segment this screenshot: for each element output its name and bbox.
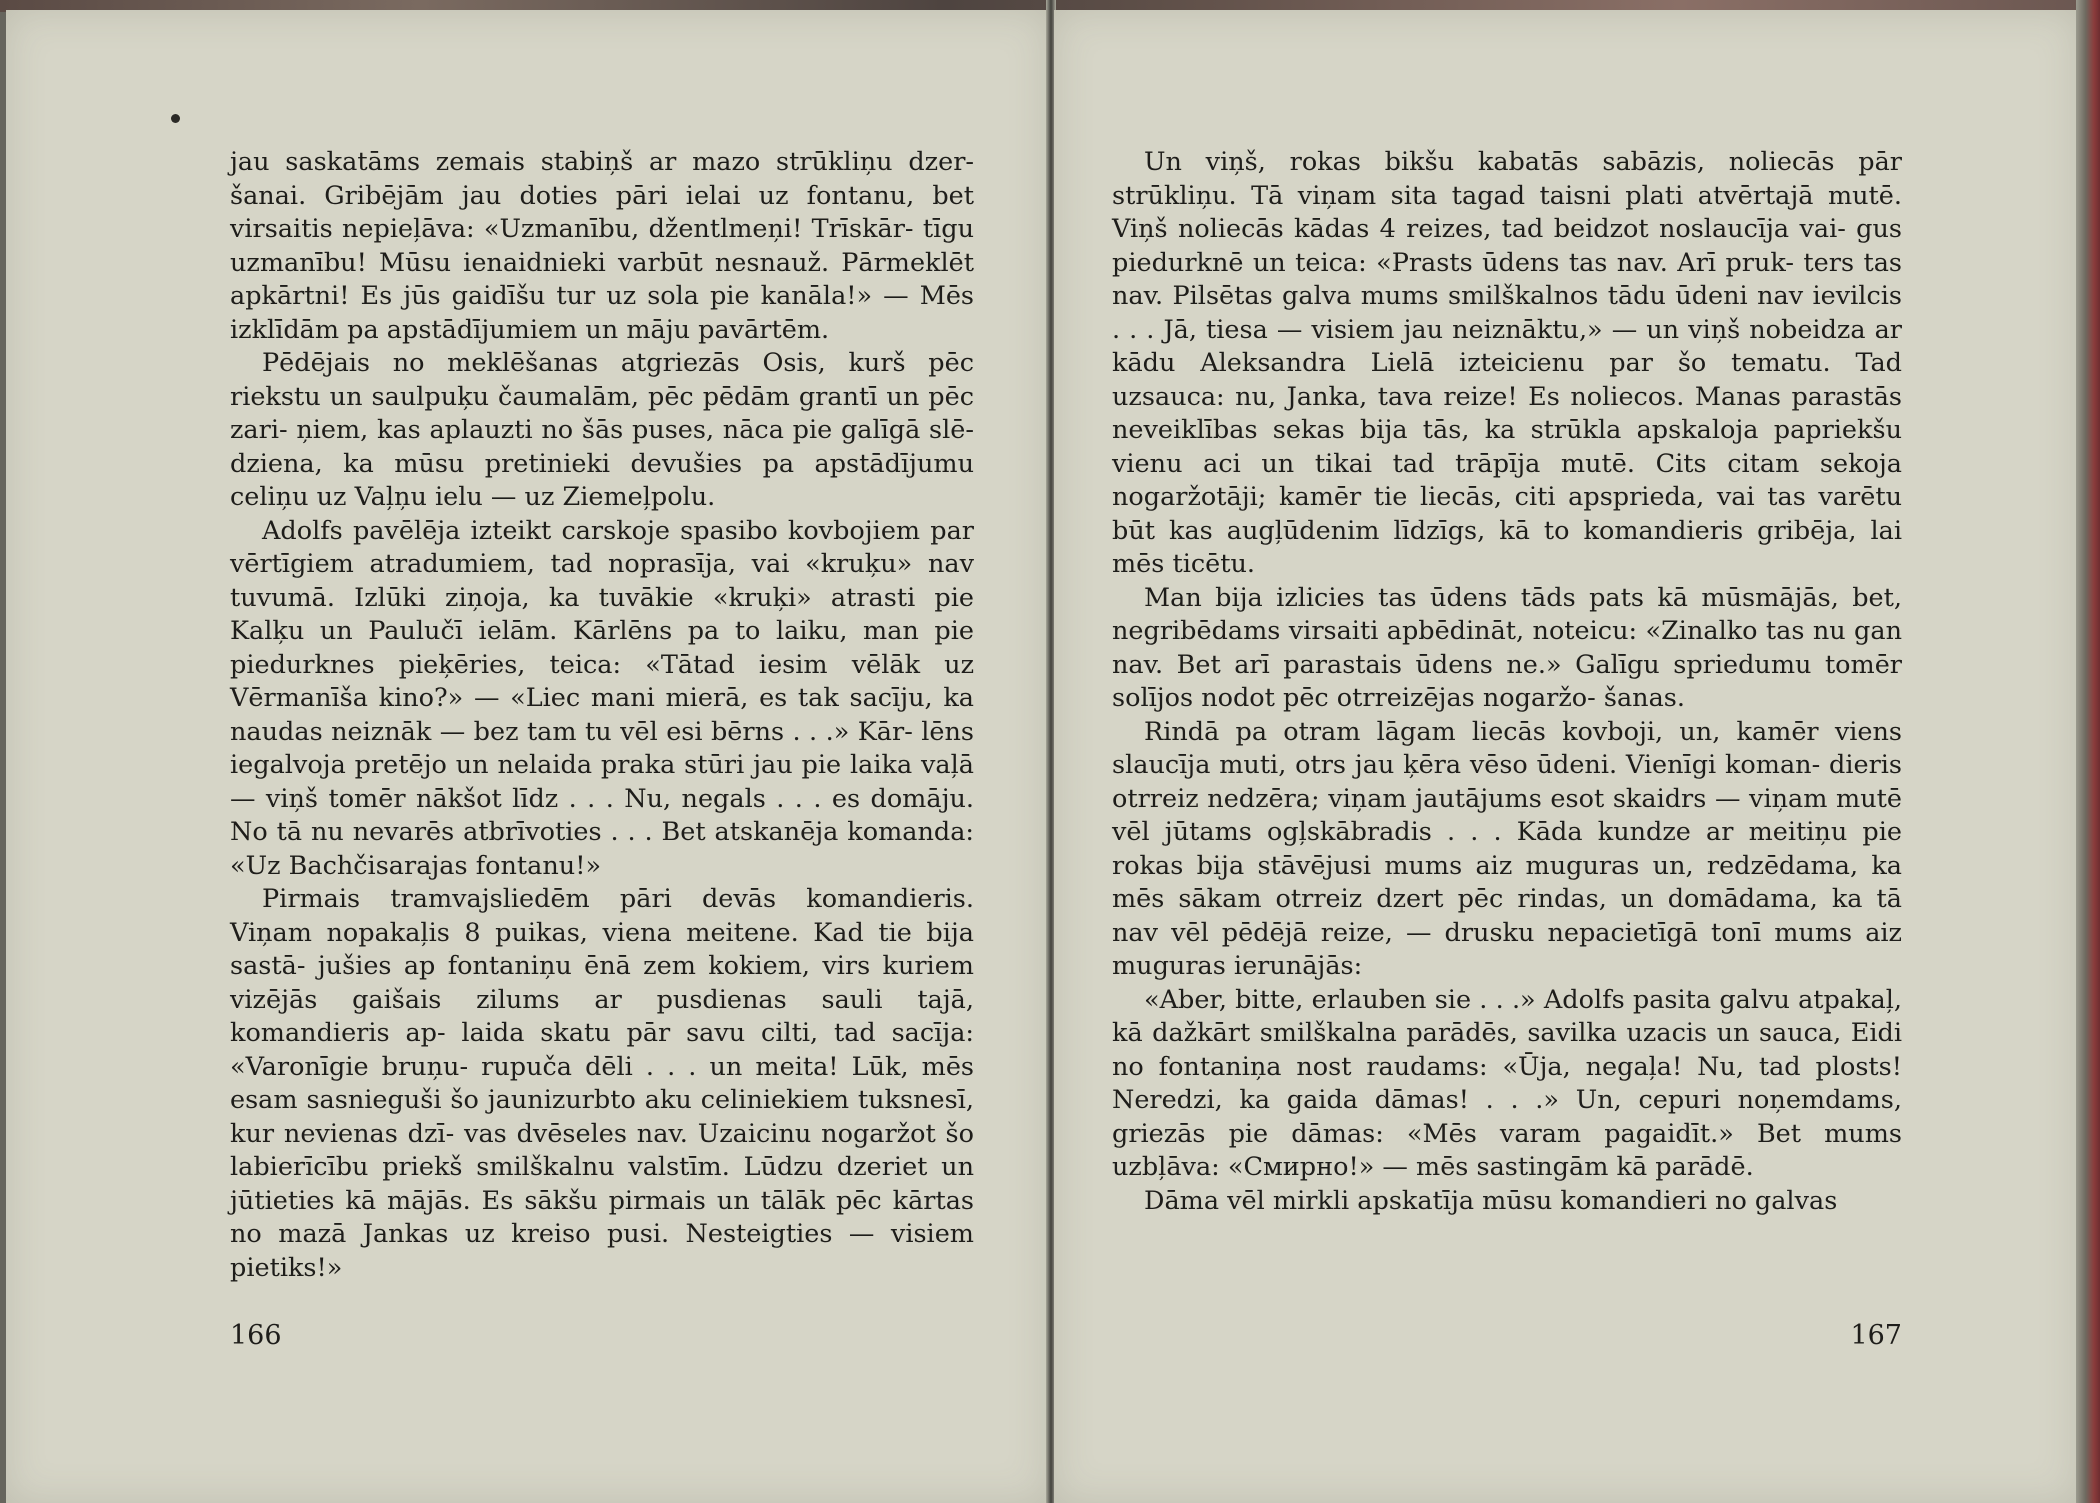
- book-cover-edge: [2076, 0, 2100, 1503]
- paragraph: «Aber, bitte, erlauben sie . . .» Adolfs pasita galvu atpakaļ, kā dažkārt smilškalna parādēs, savilka uzacis un sauca, Eidi no fontaniņa nost raudams: «Ūja, negaļa! Nu, tad plosts! Neredzi, ka gaida dāmas! . . .» Un, cepuri noņemdams, griezās pie dāmas: «Mēs varam pagaidīt.» Bet mums uzbļāva: «Смирно!» — mēs sastingām kā parādē.: [1112, 984, 1902, 1182]
- paragraph: Man bija izlicies tas ūdens tāds pats kā mūsmājās, bet, negribēdams virsaiti apbēdināt, noteicu: «Zinalko tas nu gan nav. Bet arī parastais ūdens ne.» Galīgu spriedumu tomēr solījos nodot pēc otrreizējas nogaržo- šanas.: [1112, 582, 1902, 713]
- ink-speck: [171, 114, 180, 123]
- paragraph: Pirmais tramvajsliedēm pāri devās komandieris. Viņam nopakaļis 8 puikas, viena meitene. Kad tie bija sastā- jušies ap fontaniņu ēnā zem kokiem, virs kuriem vizējās gaišais zilums ar pusdienas sauli tajā, komandieris ap- laida skatu pār savu cilti, tad sacīja: «Varonīgie bruņu- rupuča dēli . . . un meita! Lūk, mēs esam sasnieguši šo jaunizurbto aku celiniekiem tuksnesī, kur nevienas dzī- vas dvēseles nav. Uzaicinu nogaržot šo labierīcību priekš smilškalnu valstīm. Lūdzu dzeriet un jūtieties kā mājās. Es sākšu pirmais un tālāk pēc kārtas no mazā Jankas uz kreiso pusi. Nesteigties — visiem pietiks!»: [230, 884, 974, 1283]
- right-page-text: [1112, 146, 1902, 1218]
- paragraph: Adolfs pavēlēja izteikt carskoje spasibo kovbojiem par vērtīgiem atradumiem, tad noprasīja, vai «kruķu» nav tuvumā. Izlūki ziņoja, ka tuvākie «kruķi» atrasti pie Kalķu un Paulučī ielām. Kārlēns pa to laiku, man pie piedurknes pieķēries, teica: «Tātad iesim vēlāk uz Vērmanīša kino?» — «Liec mani mierā, es tak sacīju, ka naudas neiznāk — bez tam tu vēl esi bērns . . .» Kār- lēns iegalvoja pretējo un nelaida praka stūri jau pie laika vaļā — viņš tomēr nākšot līdz . . . Nu, negals . . . es domāju. No tā nu nevarēs atbrīvoties . . . Bet atskanēja komanda: «Uz Bachčisarajas fontanu!»: [230, 515, 974, 881]
- right-page: [1054, 10, 2078, 1503]
- left-page: [6, 10, 1048, 1503]
- paragraph: Dāma vēl mirkli apskatīja mūsu komandieri no galvas: [1144, 1185, 1838, 1216]
- paragraph: Rindā pa otram lāgam liecās kovboji, un, kamēr viens slaucīja muti, otrs jau ķēra vēso ūdeni. Vienīgi koman- dieris otrreiz nedzēra; viņam jautājums esot skaidrs — viņam mutē vēl jūtams ogļskābradis . . . Kāda kundze ar meitiņu pie rokas bija stāvējusi mums aiz muguras un, redzēdama, ka mēs sākam otrreiz dzert pēc rindas, un domādama, ka tā nav vēl pēdējā reize, — drusku nepacietīgā tonī mums aiz muguras ierunājās:: [1112, 716, 1902, 981]
- paragraph: Un viņš, rokas bikšu kabatās sabāzis, noliecās pār strūkliņu. Tā viņam sita tagad taisni plati atvērtajā mutē. Viņš noliecās kādas 4 reizes, tad beidzot noslaucīja vai- gus piedurknē un teica: «Prasts ūdens tas nav. Arī pruk- ters tas nav. Pilsētas galva mums smilškalnos tādu ūdeni nav ievilcis . . . Jā, tiesa — visiem jau neiznāktu,» — un viņš nobeidza ar kādu Aleksandra Lielā izteicienu par šo tematu. Tad uzsauca: nu, Janka, tava reize! Es noliecos. Manas parastās neveiklības sekas bija tās, ka strūkla apskaloja papriekšu vienu aci un tikai tad trāpīja mutē. Cits citam sekoja nogaržotāji; kamēr tie liecās, citi apsprieda, vai tas varētu būt kas augļūdenim līdzīgs, kā to komandieris gribēja, lai mēs ticētu.: [1112, 147, 1902, 579]
- paragraph: jau saskatāms zemais stabiņš ar mazo strūkliņu dzer- šanai. Gribējām jau doties pāri ielai uz fontanu, bet virsaitis nepieļāva: «Uzmanību, džentlmeņi! Trīskār- tīgu uzmanību! Mūsu ienaidnieki varbūt nesnauž. Pārmeklēt apkārtni! Es jūs gaidīšu tur uz sola pie kanāla!» — Mēs izklīdām pa apstādījumiem un māju pavārtēm.: [230, 147, 974, 345]
- page-number: 167: [1850, 1320, 1902, 1351]
- paragraph: Pēdējais no meklēšanas atgriezās Osis, kurš pēc riekstu un saulpuķu čaumalām, pēc pēdām grantī un pēc zari- ņiem, kas aplauzti no šās puses, nāca pie galīgā slē- dziena, ka mūsu pretinieki devušies pa apstādījumu celiņu uz Vaļņu ielu — uz Ziemeļpolu.: [230, 348, 974, 512]
- page-number: 166: [230, 1320, 282, 1351]
- left-page-text: [230, 146, 974, 1285]
